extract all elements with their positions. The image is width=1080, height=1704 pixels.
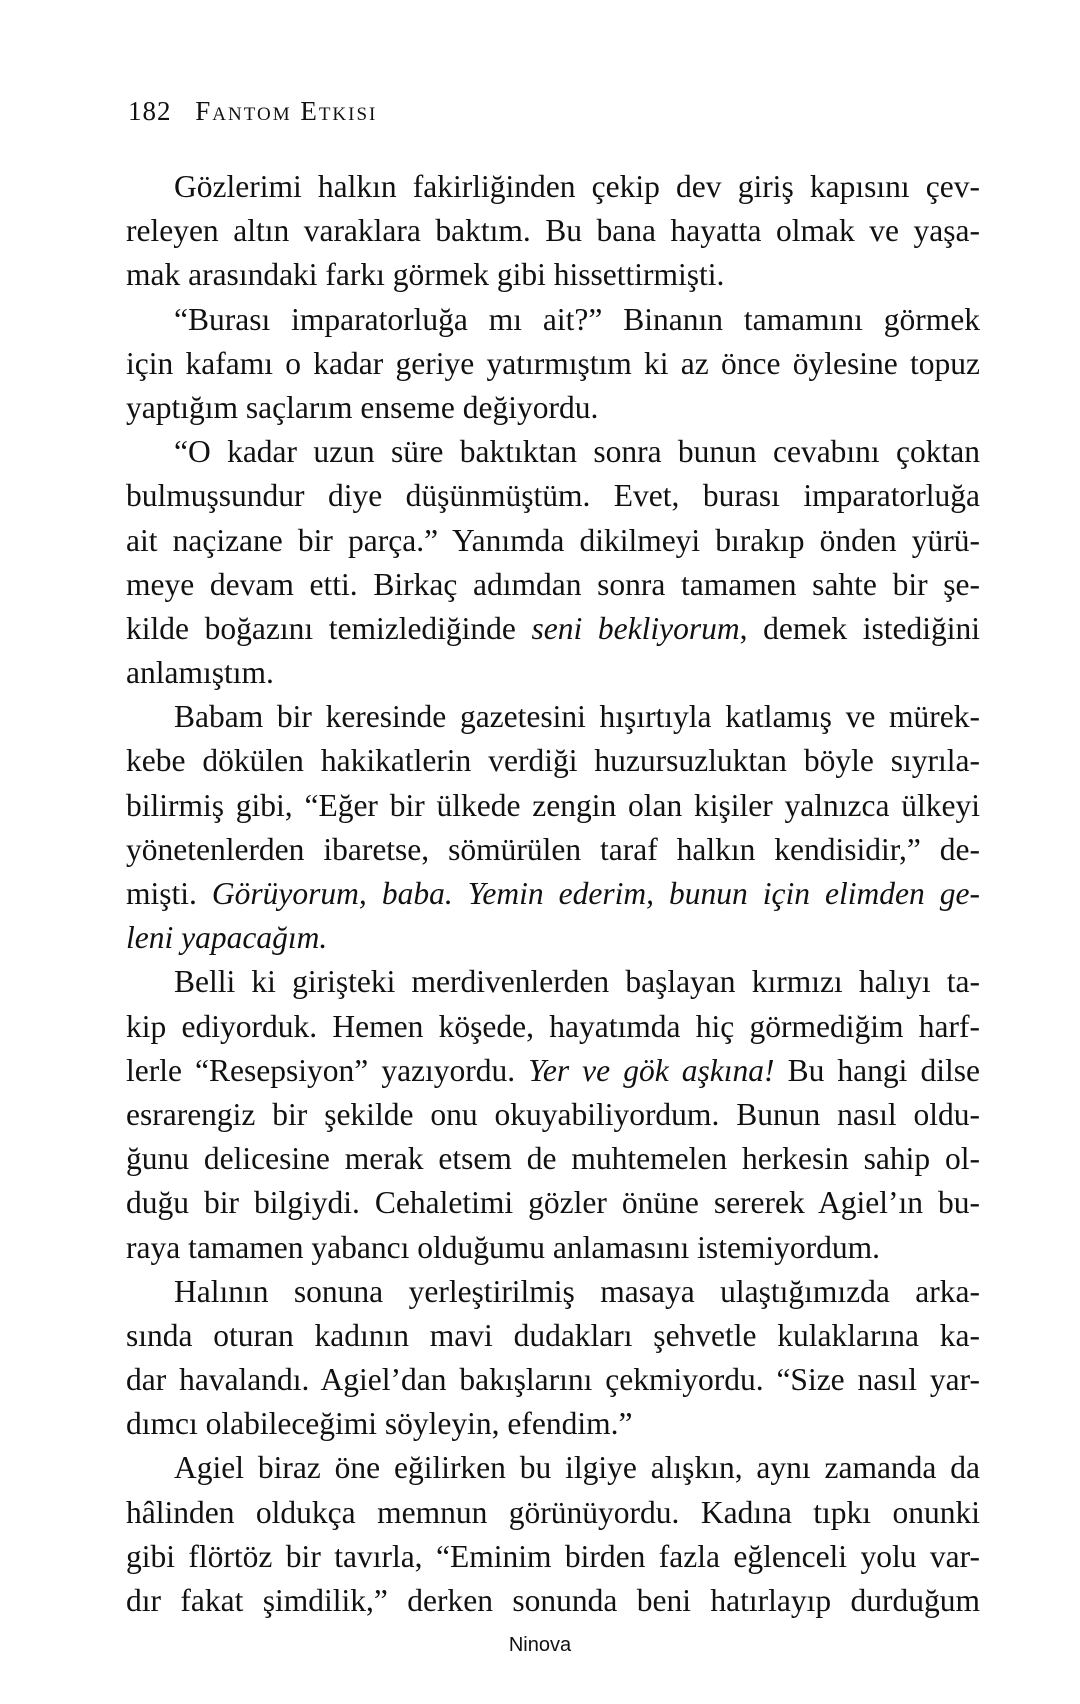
text-line: “Burası imparatorluğa mı ait?” Binanın tamamını görmek [174,301,980,337]
text-line: ait naçizane bir parça.” Yanımda dikilmeyi bırakıp önden yürü- [126,522,980,558]
text-line [126,1049,980,1093]
text-line: ğunu delicesine merak etsem de muhtemelen herkesin sahip ol- [126,1141,980,1177]
text-line: gibi flörtöz bir tavırla, “Eminim birden fazla eğlenceli yolu var- [126,1538,980,1574]
text-line: meye devam etti. Birkaç adımdan sonra tamamen sahte bir şe- [126,566,980,602]
text-segment: mişti. [126,876,212,911]
text-line: sında oturan kadının mavi dudakları şehvetle kulaklarına ka- [126,1317,980,1353]
text-line: Halının sonuna yerleştirilmiş masaya ulaştığımızda arka- [174,1273,980,1309]
text-line [126,872,980,916]
page-number: 182 [128,96,172,126]
body-text [126,165,980,1623]
text-line: yönetenlerden ibaretse, sömürülen taraf halkın kendisidir,” de- [126,831,980,867]
text-line: releyen altın varaklara baktım. Bu bana hayatta olmak ve yaşa- [126,213,980,249]
text-line: dır fakat şimdilik,” derken sonunda beni hatırlayıp durduğum [126,1583,980,1618]
book-title: Fantom Etkisi [195,96,378,126]
publisher-footer: Ninova [508,1634,572,1656]
text-line: bulmuşsundur diye düşünmüştüm. Evet, burası imparatorluğa [126,478,980,514]
text-line [126,607,980,651]
text-line: için kafamı o kadar geriye yatırmıştım ki az önce öylesine topuz [126,345,980,381]
text-line: Belli ki girişteki merdivenlerden başlayan kırmızı halıyı ta- [174,964,980,1000]
text-line: dımcı olabileceğimi söyleyin, efendim.” [126,1406,633,1442]
text-line: Agiel biraz öne eğilirken bu ilgiye alışkın, aynı zamanda da [174,1450,980,1486]
text-line: mak arasındaki farkı görmek gibi hissettirmişti. [126,257,725,293]
text-line: Babam bir keresinde gazetesini hışırtıyla katlamış ve mürek- [174,699,980,735]
text-line: kip ediyorduk. Hemen köşede, hayatımda hiç görmediğim harf- [126,1008,980,1044]
text-line: bilirmiş gibi, “Eğer bir ülkede zengin olan kişiler yalnızca ülkeyi [126,787,980,823]
italic-segment: leni yapacağım. [126,920,328,956]
text-segment: lerle “Resepsiyon” yazıyordu. [126,1052,529,1088]
italic-segment: Görüyorum, baba. Yemin ederim, bunun için elimden ge- [211,876,980,911]
text-line: Gözlerimi halkın fakirliğinden çekip dev giriş kapısını çev- [174,169,980,204]
text-line: anlamıştım. [126,655,274,691]
text-line: duğu bir bilgiydi. Cehaletimi gözler önüne sererek Agiel’ın bu- [126,1185,980,1221]
text-line: hâlinden oldukça memnun görünüyordu. Kadına tıpkı onunki [126,1494,980,1530]
text-segment: , demek istediğini [739,610,980,646]
text-segment: Bu hangi dilse [774,1052,980,1088]
text-segment: kilde boğazını temizlediğinde [126,610,532,646]
italic-segment: Yer ve gök aşkına! [528,1052,775,1088]
text-line: raya tamamen yabancı olduğumu anlamasını istemiyordum. [126,1229,881,1265]
italic-segment: seni bekliyorum [531,610,740,646]
text-line: yaptığım saçlarım enseme değiyordu. [126,389,599,425]
text-line [126,916,980,960]
text-line: kebe dökülen hakikatlerin verdiği huzursuzluktan böyle sıyrıla- [126,743,980,779]
text-line: esrarengiz bir şekilde onu okuyabiliyordum. Bunun nasıl oldu- [126,1096,980,1132]
running-head [128,96,377,127]
text-line: dar havalandı. Agiel’dan bakışlarını çekmiyordu. “Size nasıl yar- [126,1362,980,1398]
text-line: “O kadar uzun süre baktıktan sonra bunun cevabını çoktan [174,434,980,470]
